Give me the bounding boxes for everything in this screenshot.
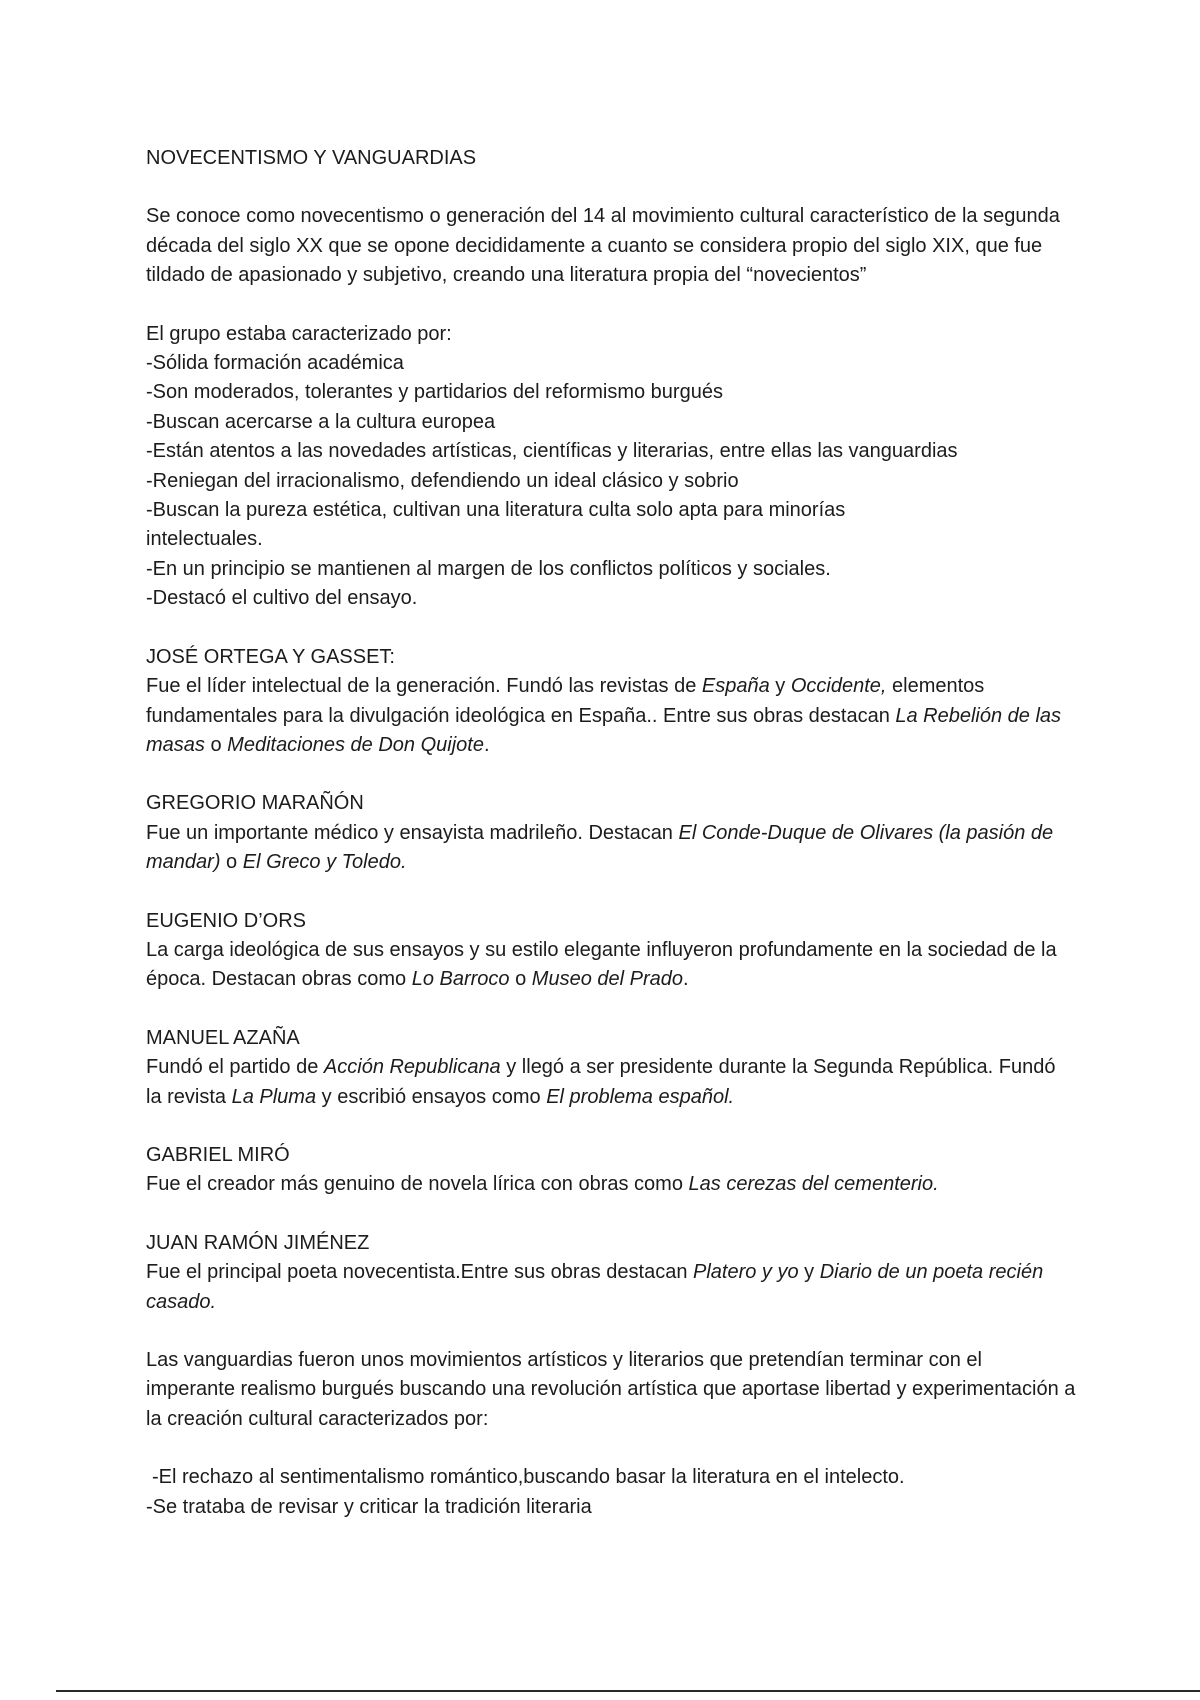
author-heading-maranon: GREGORIO MARAÑÓN xyxy=(146,792,364,815)
author-heading-azana: MANUEL AZAÑA xyxy=(146,1026,300,1049)
list-item: -Buscan la pureza estética, cultivan una literatura culta solo apta para minorías intelectuales. xyxy=(146,499,846,551)
author-heading-ortega: JOSÉ ORTEGA Y GASSET: xyxy=(146,645,395,668)
document-page xyxy=(146,144,1076,1522)
list-item: -Se trataba de revisar y criticar la tradición literaria xyxy=(146,1495,592,1518)
list-item: -Reniegan del irracionalismo, defendiendo un ideal clásico y sobrio xyxy=(146,469,739,492)
list-item: -Sólida formación académica xyxy=(146,352,404,375)
author-text-miro: Fue el creador más genuino de novela lírica con obras como Las cerezas del cementerio. xyxy=(146,1173,939,1196)
author-heading-dors: EUGENIO D’ORS xyxy=(146,909,307,932)
bottom-divider xyxy=(56,1690,1200,1692)
document-title: NOVECENTISMO Y VANGUARDIAS xyxy=(146,147,477,169)
list-item: -El rechazo al sentimentalismo romántico,buscando basar la literatura en el intelecto. xyxy=(152,1466,905,1489)
list-item: -Destacó el cultivo del ensayo. xyxy=(146,587,418,610)
author-text-ortega: Fue el líder intelectual de la generación. Fundó las revistas de España y Occidente, elementos fundamentales para la divulgación ideológica en España.. Entre sus obras destacan La Rebelión de las masas o Meditaciones de Don Quijote. xyxy=(146,675,1062,756)
vanguardias-intro: Las vanguardias fueron unos movimientos artísticos y literarios que pretendían terminar con el imperante realismo burgués buscando una revolución artística que aportase libertad y experimentación a la creación cultural caracterizados por: xyxy=(146,1349,1076,1430)
author-text-jimenez: Fue el principal poeta novecentista.Entre sus obras destacan Platero y yo y Diario de un poeta recién casado. xyxy=(146,1261,1044,1313)
author-text-dors: La carga ideológica de sus ensayos y su estilo elegante influyeron profundamente en la sociedad de la época. Destacan obras como Lo Barroco o Museo del Prado. xyxy=(146,938,1057,991)
list-item: -Están atentos a las novedades artísticas, científicas y literarias, entre ellas las vanguardias xyxy=(146,440,958,463)
intro-paragraph: Se conoce como novecentismo o generación del 14 al movimiento cultural característico de la segunda década del siglo XX que se opone decididamente a cuanto se considera propio del siglo XIX, que fue tildado de apasionado y subjetivo, creando una literatura propia del “novecientos” xyxy=(146,205,1060,287)
author-heading-miro: GABRIEL MIRÓ xyxy=(146,1143,290,1166)
author-heading-jimenez: JUAN RAMÓN JIMÉNEZ xyxy=(146,1231,370,1254)
list-item: -Buscan acercarse a la cultura europea xyxy=(146,410,496,433)
list-item: -Son moderados, tolerantes y partidarios del reformismo burgués xyxy=(146,381,723,404)
author-text-maranon: Fue un importante médico y ensayista madrileño. Destacan El Conde-Duque de Olivares (la pasión de mandar) o El Greco y Toledo. xyxy=(146,821,1054,874)
author-text-azana: Fundó el partido de Acción Republicana y llegó a ser presidente durante la Segunda República. Fundó la revista La Pluma y escribió ensayos como El problema español. xyxy=(146,1056,1056,1108)
list-item: -En un principio se mantienen al margen de los conflictos políticos y sociales. xyxy=(146,557,831,580)
group-heading: El grupo estaba caracterizado por: xyxy=(146,322,452,345)
